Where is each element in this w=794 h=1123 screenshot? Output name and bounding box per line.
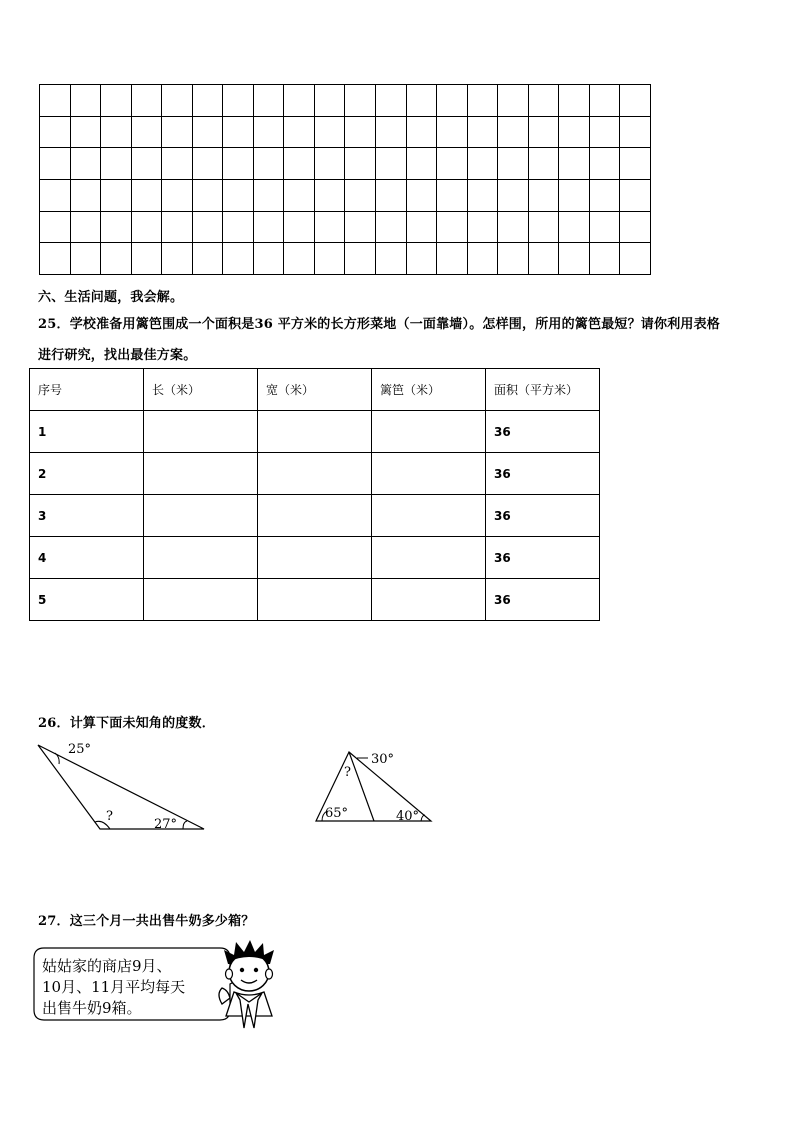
grid-cell <box>559 148 590 180</box>
table-cell: 3 <box>30 495 144 537</box>
grid-cell <box>132 148 163 180</box>
grid-cell <box>590 85 621 117</box>
angle-arc <box>55 753 59 764</box>
grid-cell <box>437 243 468 275</box>
grid-cell <box>71 148 102 180</box>
grid-cell <box>315 212 346 244</box>
angle-label: 27° <box>154 817 178 832</box>
grid-cell <box>284 148 315 180</box>
fence-table <box>29 368 600 621</box>
header-cell: 宽（米） <box>258 369 372 411</box>
table-cell: 36 <box>486 579 600 621</box>
grid-cell <box>345 117 376 149</box>
grid-cell <box>315 180 346 212</box>
grid-cell <box>590 117 621 149</box>
grid-cell <box>468 85 499 117</box>
grid-cell <box>193 148 224 180</box>
grid-cell <box>101 212 132 244</box>
grid-cell <box>498 243 529 275</box>
grid-cell <box>376 243 407 275</box>
table-cell[interactable] <box>372 579 486 621</box>
table-cell[interactable] <box>258 537 372 579</box>
grid-cell <box>40 117 71 149</box>
grid-cell <box>407 148 438 180</box>
eye-icon <box>240 968 244 972</box>
grid-cell <box>468 180 499 212</box>
grid-cell <box>498 212 529 244</box>
grid-cell <box>559 180 590 212</box>
grid-cell <box>498 148 529 180</box>
boy-illustration <box>214 938 286 1030</box>
q26-prompt: 26．计算下面未知角的度数． <box>38 716 215 731</box>
grid-cell <box>101 243 132 275</box>
angle-label: 65° <box>325 806 349 821</box>
grid-cell <box>529 117 560 149</box>
angle-label: 30° <box>371 752 395 767</box>
grid-cell <box>193 85 224 117</box>
grid-cell <box>40 148 71 180</box>
grid-cell <box>254 148 285 180</box>
grid-cell <box>468 117 499 149</box>
grid-cell <box>193 212 224 244</box>
grid-cell <box>284 85 315 117</box>
table-cell[interactable] <box>258 411 372 453</box>
grid-cell <box>254 243 285 275</box>
grid-cell <box>498 180 529 212</box>
table-row <box>30 411 600 453</box>
grid-cell <box>437 180 468 212</box>
grid-cell <box>40 212 71 244</box>
grid-cell <box>101 148 132 180</box>
header-cell: 序号 <box>30 369 144 411</box>
table-cell: 36 <box>486 537 600 579</box>
grid-cell <box>223 85 254 117</box>
table-cell[interactable] <box>372 453 486 495</box>
table-cell: 36 <box>486 411 600 453</box>
table-cell: 4 <box>30 537 144 579</box>
grid-cell <box>529 148 560 180</box>
grid-cell <box>620 117 651 149</box>
bubble-line: 10月、11月平均每天 <box>42 978 186 996</box>
table-cell[interactable] <box>258 579 372 621</box>
grid-cell <box>620 180 651 212</box>
table-row <box>30 579 600 621</box>
angle-arc <box>183 821 187 829</box>
grid-cell <box>315 243 346 275</box>
grid-cell <box>376 85 407 117</box>
header-cell: 篱笆（米） <box>372 369 486 411</box>
grid-cell <box>590 180 621 212</box>
grid-cell <box>498 85 529 117</box>
q25-text-line1: 25．学校准备用篱笆围成一个面积是36 平方米的长方形菜地（一面靠墙）。怎样围，所用的篱笆最短？请你利用表格 <box>38 317 721 332</box>
grid-cell <box>407 85 438 117</box>
table-row <box>30 495 600 537</box>
grid-cell <box>223 148 254 180</box>
table-header-row <box>30 369 600 411</box>
grid-cell <box>620 243 651 275</box>
table-cell[interactable] <box>144 453 258 495</box>
grid-cell <box>529 243 560 275</box>
grid-cell <box>40 85 71 117</box>
grid-cell <box>71 117 102 149</box>
grid-cell <box>101 180 132 212</box>
grid-cell <box>254 85 285 117</box>
grid-cell <box>437 212 468 244</box>
triangle-1 <box>38 742 204 832</box>
grid-cell <box>315 85 346 117</box>
grid-cell <box>284 117 315 149</box>
grid-cell <box>590 243 621 275</box>
table-cell[interactable] <box>372 495 486 537</box>
grid-cell <box>101 85 132 117</box>
table-row <box>30 453 600 495</box>
bubble-line: 姑姑家的商店9月、 <box>42 957 172 975</box>
grid-cell <box>407 243 438 275</box>
grid-cell <box>284 180 315 212</box>
grid-cell <box>40 180 71 212</box>
grid-cell <box>559 85 590 117</box>
table-cell: 36 <box>486 453 600 495</box>
grid-cell <box>162 117 193 149</box>
angle-label: 40° <box>396 809 420 824</box>
grid-cell <box>315 117 346 149</box>
grid-cell <box>376 180 407 212</box>
grid-cell <box>254 180 285 212</box>
grid-cell <box>498 117 529 149</box>
table-cell[interactable] <box>372 411 486 453</box>
grid-cell <box>162 243 193 275</box>
grid-cell <box>559 243 590 275</box>
grid-cell <box>620 85 651 117</box>
grid-cell <box>345 180 376 212</box>
grid-cell <box>162 85 193 117</box>
table-cell[interactable] <box>258 495 372 537</box>
grid-cell <box>529 85 560 117</box>
grid-cell <box>437 148 468 180</box>
hand-icon <box>219 988 230 1004</box>
grid-cell <box>590 212 621 244</box>
triangle-2 <box>316 752 431 824</box>
grid-cell <box>590 148 621 180</box>
grid-cell <box>101 117 132 149</box>
grid-cell <box>193 243 224 275</box>
grid-cell <box>193 180 224 212</box>
grid-cell <box>132 117 163 149</box>
grid-cell <box>254 117 285 149</box>
grid-cell <box>284 212 315 244</box>
q27-prompt: 27．这三个月一共出售牛奶多少箱？ <box>38 914 255 929</box>
grid-cell <box>162 180 193 212</box>
table-cell: 36 <box>486 495 600 537</box>
grid-cell <box>315 148 346 180</box>
grid-cell <box>162 148 193 180</box>
table-cell[interactable] <box>258 453 372 495</box>
grid-cell <box>254 212 285 244</box>
table-cell: 5 <box>30 579 144 621</box>
grid-cell <box>162 212 193 244</box>
grid-cell <box>376 117 407 149</box>
grid-cell <box>132 180 163 212</box>
grid-cell <box>407 117 438 149</box>
grid-cell <box>71 85 102 117</box>
table-cell[interactable] <box>144 579 258 621</box>
grid-cell <box>529 180 560 212</box>
grid-cell <box>620 148 651 180</box>
table-cell[interactable] <box>144 411 258 453</box>
table-row <box>30 537 600 579</box>
angle-label: 25° <box>68 742 92 757</box>
grid-cell <box>468 148 499 180</box>
eye-icon <box>254 968 258 972</box>
answer-grid <box>39 84 651 275</box>
grid-cell <box>437 117 468 149</box>
grid-cell <box>345 148 376 180</box>
grid-cell <box>284 243 315 275</box>
grid-cell <box>620 212 651 244</box>
grid-cell <box>468 243 499 275</box>
grid-cell <box>407 180 438 212</box>
grid-cell <box>376 148 407 180</box>
section-heading: 六、生活问题，我会解。 <box>38 290 184 305</box>
header-cell: 长（米） <box>144 369 258 411</box>
grid-cell <box>193 117 224 149</box>
grid-cell <box>407 212 438 244</box>
grid-cell <box>345 243 376 275</box>
table-cell[interactable] <box>144 537 258 579</box>
angle-label: ? <box>344 765 351 780</box>
header-cell: 面积（平方米） <box>486 369 600 411</box>
q26-triangles <box>0 735 794 845</box>
grid-cell <box>132 85 163 117</box>
grid-cell <box>345 212 376 244</box>
triangle-1-outline <box>38 745 204 829</box>
grid-cell <box>223 212 254 244</box>
grid-cell <box>71 243 102 275</box>
grid-cell <box>132 243 163 275</box>
angle-label: ? <box>106 809 113 824</box>
bubble-line: 出售牛奶9箱。 <box>42 999 142 1017</box>
table-cell: 1 <box>30 411 144 453</box>
grid-cell <box>223 180 254 212</box>
grid-cell <box>468 212 499 244</box>
grid-cell <box>559 117 590 149</box>
grid-cell <box>223 243 254 275</box>
grid-cell <box>40 243 71 275</box>
grid-cell <box>437 85 468 117</box>
grid-cell <box>71 180 102 212</box>
table-cell: 2 <box>30 453 144 495</box>
grid-cell <box>345 85 376 117</box>
table-cell[interactable] <box>372 537 486 579</box>
grid-cell <box>559 212 590 244</box>
q25-text-line2: 进行研究，找出最佳方案。 <box>38 348 197 363</box>
grid-cell <box>71 212 102 244</box>
ear-icon <box>226 969 233 979</box>
grid-cell <box>132 212 163 244</box>
grid-cell <box>376 212 407 244</box>
table-cell[interactable] <box>144 495 258 537</box>
ear-icon <box>266 969 273 979</box>
grid-cell <box>223 117 254 149</box>
grid-cell <box>529 212 560 244</box>
